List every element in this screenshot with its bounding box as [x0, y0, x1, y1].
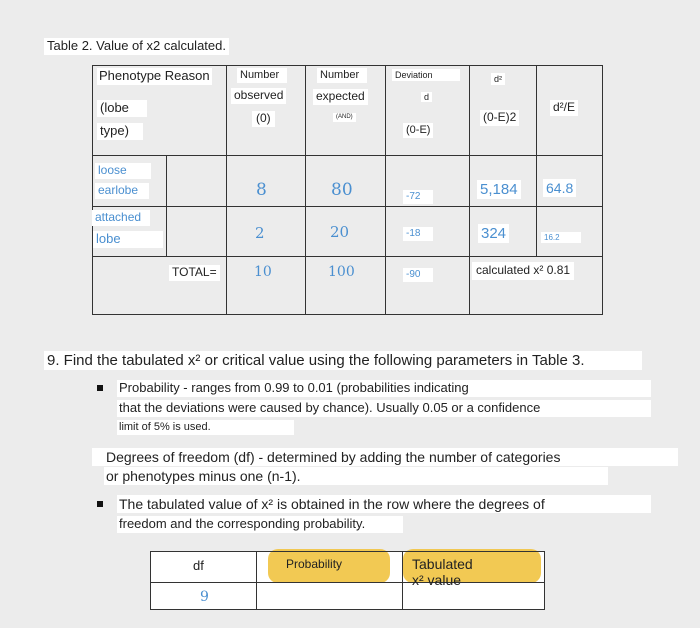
row1-observed: 8 [256, 180, 267, 200]
header-expected-b: expected [313, 89, 368, 105]
header-phenotype-reason: Phenotype Reason [99, 68, 210, 83]
header-dsq-b: (0-E)2 [480, 110, 519, 126]
table-line [602, 65, 603, 315]
table-line [256, 551, 257, 610]
header-dsq-a: d² [491, 73, 505, 85]
row1-label-b: earlobe [95, 183, 149, 199]
df-value: 9 [200, 589, 209, 605]
total-expected: 100 [328, 264, 355, 280]
table-line [92, 155, 602, 156]
table-line [536, 65, 537, 257]
header-dsq-over-e: d²/E [550, 100, 578, 116]
header-lobe-b: type) [97, 123, 143, 140]
header-observed-b: observed [231, 88, 286, 104]
bullet1-line1: Probability - ranges from 0.99 to 0.01 (probabilities indicating [117, 380, 651, 397]
row2-d2-over-e: 16.2 [541, 232, 581, 243]
total-label: TOTAL= [169, 265, 220, 281]
row1-deviation: -72 [403, 190, 433, 204]
total-deviation: -90 [403, 268, 433, 282]
bullet3-line1: The tabulated value of x² is obtained in the row where the degrees of [117, 495, 651, 513]
row1-label-a: loose [95, 163, 151, 179]
row2-label-a: attached [92, 210, 150, 226]
bullet-icon [97, 501, 103, 507]
header-deviation-b: d [421, 92, 432, 102]
bullet2-line1: Degrees of freedom (df) - determined by adding the number of categories [92, 448, 678, 466]
table-line [469, 65, 470, 315]
bullet2-line2: or phenotypes minus one (n-1). [104, 467, 608, 485]
bullet3-line2: freedom and the corresponding probability. [117, 516, 403, 533]
row2-deviation: -18 [403, 227, 433, 241]
table-line [150, 582, 544, 583]
table-line [92, 256, 602, 257]
table-line [92, 65, 602, 66]
header-expected-a: Number [317, 68, 367, 83]
question-heading: 9. Find the tabulated x² or critical value using the following parameters in Table 3. [44, 351, 642, 370]
table-caption: Table 2. Value of x2 calculated. [44, 38, 229, 55]
header-probability: Probability [286, 557, 343, 571]
table-line [385, 65, 386, 315]
row2-label-b: lobe [93, 231, 163, 248]
row1-expected: 80 [331, 180, 353, 200]
table-line [226, 65, 227, 315]
header-lobe-a: (lobe [97, 100, 147, 117]
table-line [402, 551, 403, 610]
bullet-icon [97, 385, 103, 391]
table-line [150, 551, 544, 552]
row1-d2-over-e: 64.8 [543, 179, 576, 197]
header-observed-a: Number [237, 68, 287, 83]
table-line [150, 551, 151, 610]
table-line [544, 551, 545, 610]
table-line [92, 206, 602, 207]
table-line [92, 65, 93, 315]
header-tabulated-value: Tabulated x² value [412, 556, 473, 588]
row2-observed: 2 [255, 224, 265, 242]
table-line [150, 609, 544, 610]
total-calculated-chi-square: calculated x² 0.81 [472, 262, 574, 280]
row1-d-squared: 5,184 [477, 180, 521, 199]
header-deviation-a: Deviation [392, 69, 460, 81]
table-line [305, 65, 306, 315]
header-deviation-c: (0-E) [403, 123, 433, 138]
table-line [166, 155, 167, 257]
row2-d-squared: 324 [478, 224, 509, 243]
row2-expected: 20 [330, 223, 350, 241]
header-observed-c: (0) [252, 111, 275, 127]
header-df: df [193, 558, 204, 573]
bullet1-line3: limit of 5% is used. [117, 420, 294, 435]
total-observed: 10 [254, 264, 272, 280]
table-line [92, 314, 602, 315]
header-expected-c: (AND) [333, 113, 356, 122]
bullet1-line2: that the deviations were caused by chance). Usually 0.05 or a confidence [117, 400, 651, 417]
